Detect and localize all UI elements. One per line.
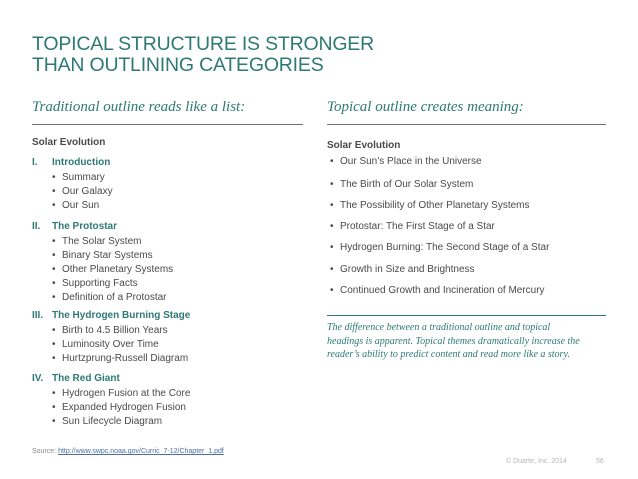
bullet-icon: • bbox=[52, 339, 56, 350]
list-item: • Our Galaxy bbox=[52, 186, 113, 197]
bullet-icon: • bbox=[330, 200, 334, 211]
section-label: Introduction bbox=[52, 157, 111, 168]
bullet-icon: • bbox=[330, 242, 334, 253]
list-item: • Sun Lifecycle Diagram bbox=[52, 416, 163, 427]
list-item: • Our Sun’s Place in the Universe bbox=[330, 156, 482, 167]
bullet-icon: • bbox=[52, 416, 56, 427]
source-citation bbox=[32, 448, 224, 455]
list-item: • Binary Star Systems bbox=[52, 250, 153, 261]
list-item: • Summary bbox=[52, 172, 105, 183]
bullet-icon: • bbox=[52, 200, 56, 211]
source-label: Source: bbox=[32, 448, 57, 455]
list-item: • Hurtzprung-Russell Diagram bbox=[52, 353, 189, 364]
section-number: I. bbox=[32, 157, 38, 168]
bullet-icon: • bbox=[330, 264, 334, 275]
section-label: The Hydrogen Burning Stage bbox=[52, 310, 191, 321]
left-heading: Solar Evolution bbox=[32, 137, 106, 148]
callout-text bbox=[327, 321, 610, 362]
section-label: The Red Giant bbox=[52, 373, 120, 384]
bullet-icon: • bbox=[52, 264, 56, 275]
bullet-icon: • bbox=[330, 285, 334, 296]
callout-divider bbox=[327, 315, 606, 316]
section-label: The Protostar bbox=[52, 221, 118, 232]
list-item: • Our Sun bbox=[52, 200, 100, 211]
list-item: • Growth in Size and Brightness bbox=[330, 264, 475, 275]
list-item: • Birth to 4.5 Billion Years bbox=[52, 325, 168, 336]
right-divider bbox=[327, 124, 606, 125]
bullet-icon: • bbox=[52, 186, 56, 197]
list-item: • The Solar System bbox=[52, 236, 142, 247]
title-line-1: TOPICAL STRUCTURE IS STRONGER bbox=[32, 33, 374, 55]
bullet-icon: • bbox=[52, 278, 56, 289]
section-number: IV. bbox=[32, 373, 44, 384]
list-item: • The Possibility of Other Planetary Systems bbox=[330, 200, 530, 211]
section-title bbox=[32, 221, 117, 232]
bullet-icon: • bbox=[52, 325, 56, 336]
section-title bbox=[32, 310, 190, 321]
section-number: II. bbox=[32, 221, 41, 232]
slide-title bbox=[32, 34, 592, 76]
left-divider bbox=[32, 124, 303, 125]
bullet-icon: • bbox=[52, 402, 56, 413]
bullet-icon: • bbox=[52, 250, 56, 261]
callout-line: The difference between a traditional outline and topical bbox=[327, 322, 551, 333]
copyright: © Duarte, Inc. 2014 bbox=[506, 458, 567, 465]
right-subhead: Topical outline creates meaning: bbox=[327, 99, 524, 115]
page-number: 56 bbox=[596, 458, 604, 465]
bullet-icon: • bbox=[52, 292, 56, 303]
bullet-icon: • bbox=[52, 172, 56, 183]
right-heading: Solar Evolution bbox=[327, 140, 401, 151]
bullet-icon: • bbox=[330, 221, 334, 232]
list-item: • Luminosity Over Time bbox=[52, 339, 159, 350]
list-item: • Definition of a Protostar bbox=[52, 292, 167, 303]
bullet-icon: • bbox=[330, 179, 334, 190]
source-link[interactable]: http://www.swpc.noaa.gov/Curric_7-12/Chapter_1.pdf bbox=[58, 448, 224, 455]
list-item: • Other Planetary Systems bbox=[52, 264, 174, 275]
list-item: • Protostar: The First Stage of a Star bbox=[330, 221, 495, 232]
section-title bbox=[32, 157, 110, 168]
left-subhead: Traditional outline reads like a list: bbox=[32, 99, 246, 115]
callout-line: reader’s ability to predict content and read more like a story. bbox=[327, 349, 570, 360]
list-item: • Supporting Facts bbox=[52, 278, 138, 289]
list-item: • The Birth of Our Solar System bbox=[330, 179, 474, 190]
section-number: III. bbox=[32, 310, 44, 321]
bullet-icon: • bbox=[330, 156, 334, 167]
bullet-icon: • bbox=[52, 236, 56, 247]
list-item: • Expanded Hydrogen Fusion bbox=[52, 402, 186, 413]
list-item: • Hydrogen Fusion at the Core bbox=[52, 388, 191, 399]
section-title bbox=[32, 373, 120, 384]
bullet-icon: • bbox=[52, 388, 56, 399]
title-line-2: THAN OUTLINING CATEGORIES bbox=[32, 54, 324, 76]
list-item: • Continued Growth and Incineration of Mercury bbox=[330, 285, 545, 296]
callout-line: headings is apparent. Topical themes dramatically increase the bbox=[327, 335, 580, 347]
bullet-icon: • bbox=[52, 353, 56, 364]
list-item: • Hydrogen Burning: The Second Stage of a Star bbox=[330, 242, 550, 253]
